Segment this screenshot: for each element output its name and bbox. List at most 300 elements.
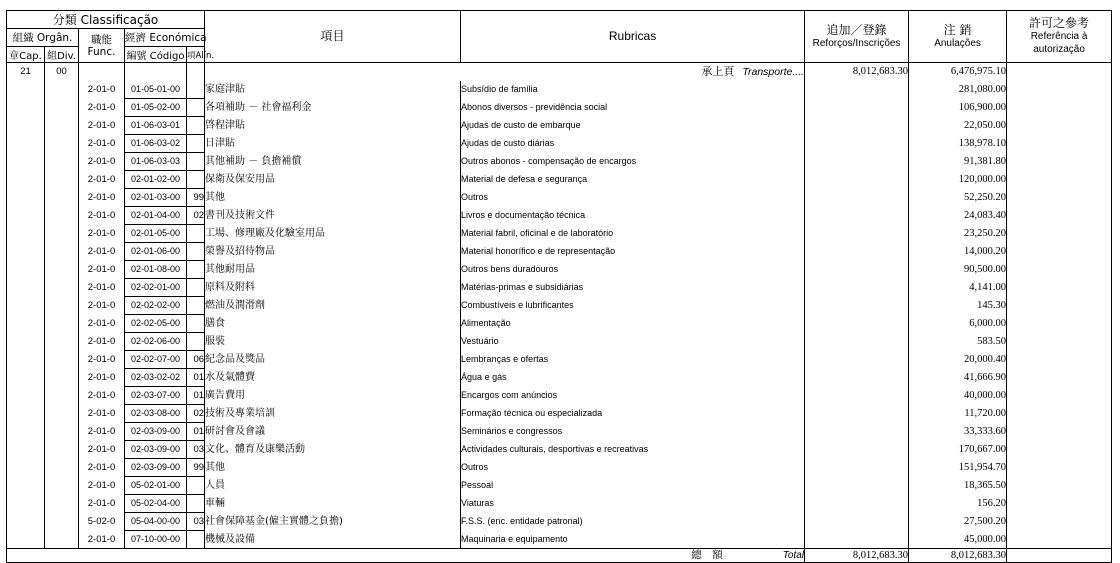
reforcos-cell [805, 225, 909, 243]
reforcos-pt: Reforços/Inscrições [812, 37, 901, 49]
reforcos-cell [805, 531, 909, 549]
referencia-cell [1007, 243, 1112, 261]
table-row [7, 351, 1112, 369]
item-cell: 其他 [205, 189, 461, 207]
reforcos-cell [805, 315, 909, 333]
anulacoes-cell: 40,000.00 [909, 387, 1007, 405]
table-row [7, 135, 1112, 153]
code-cell: 05-02-04-00 [125, 495, 187, 513]
alinea-cell [187, 243, 205, 261]
reforcos-cell [805, 243, 909, 261]
table-row [7, 81, 1112, 99]
cap-cell [7, 315, 45, 333]
div-cell: 00 [45, 63, 79, 82]
referencia-cell [1007, 333, 1112, 351]
cap-cell [7, 225, 45, 243]
table-row [7, 531, 1112, 549]
table-row [7, 297, 1112, 315]
anulacoes-cell: 170,667.00 [909, 441, 1007, 459]
rubrica-cell: Pessoal [461, 477, 805, 495]
funcional-header [79, 29, 125, 63]
referencia-cell [1007, 135, 1112, 153]
code-cell: 02-01-03-00 [125, 189, 187, 207]
reforcos-cell [805, 207, 909, 225]
referencia-cell [1007, 297, 1112, 315]
table-body [7, 63, 1112, 549]
func-cell: 2-01-0 [79, 117, 125, 135]
anulacoes-pt: Anulações [934, 37, 981, 49]
alinea-cell [187, 153, 205, 171]
code-cell: 02-03-08-00 [125, 405, 187, 423]
item-cell: 家庭津貼 [205, 81, 461, 99]
div-cell [45, 513, 79, 531]
div-cell [45, 99, 79, 117]
item-cell: 社會保障基金(僱主實體之負擔) [205, 513, 461, 531]
reforcos-cell [805, 279, 909, 297]
referencia-cell [1007, 117, 1112, 135]
func-cell: 2-01-0 [79, 261, 125, 279]
div-cell [45, 405, 79, 423]
anulacoes-cell: 18,365.50 [909, 477, 1007, 495]
code-cell: 02-03-09-00 [125, 423, 187, 441]
anulacoes-cell: 151,954.70 [909, 459, 1007, 477]
anulacoes-cell: 281,080.00 [909, 81, 1007, 99]
code-cell: 02-02-01-00 [125, 279, 187, 297]
alinea-cell: 02 [187, 405, 205, 423]
code-cell: 02-01-02-00 [125, 171, 187, 189]
item-cell: 書刊及技術文件 [205, 207, 461, 225]
referencia-zh: 許可之參考 [1029, 16, 1090, 30]
reforcos-cell [805, 261, 909, 279]
func-cell: 2-01-0 [79, 207, 125, 225]
div-cell [45, 423, 79, 441]
referencia-cell [1007, 459, 1112, 477]
item-cell: 各項補助 － 社會福利金 [205, 99, 461, 117]
div-cell [45, 135, 79, 153]
item-cell: 工場、修理廠及化驗室用品 [205, 225, 461, 243]
table-row [7, 513, 1112, 531]
organica-header: 組織 Orgân. [7, 29, 79, 47]
div-cell [45, 189, 79, 207]
func-cell: 2-01-0 [79, 405, 125, 423]
item-cell: 研討會及會議 [205, 423, 461, 441]
code-cell: 05-02-01-00 [125, 477, 187, 495]
func-cell: 2-01-0 [79, 225, 125, 243]
alinea-cell: 01 [187, 369, 205, 387]
total-ref [1007, 549, 1112, 563]
anulacoes-cell: 11,720.00 [909, 405, 1007, 423]
rubrica-cell: Material de defesa e segurança [461, 171, 805, 189]
div-cell [45, 225, 79, 243]
alinea-cell [187, 261, 205, 279]
div-cell [45, 459, 79, 477]
rubrica-cell: Subsídio de família [461, 81, 805, 99]
cap-cell [7, 513, 45, 531]
item-cell: 日津貼 [205, 135, 461, 153]
item-cell: 啓程津貼 [205, 117, 461, 135]
div-cell [45, 369, 79, 387]
anulacoes-cell: 22,050.00 [909, 117, 1007, 135]
alinea-cell: 02 [187, 207, 205, 225]
code-cell: 02-01-04-00 [125, 207, 187, 225]
div-cell [45, 333, 79, 351]
economica-header: 經濟 Económica [125, 29, 205, 47]
item-cell: 廣告費用 [205, 387, 461, 405]
table-row [7, 405, 1112, 423]
func-cell: 2-01-0 [79, 531, 125, 549]
code-cell: 01-05-01-00 [125, 81, 187, 99]
div-cell [45, 315, 79, 333]
cap-cell [7, 423, 45, 441]
funcional-zh: 職能 [91, 33, 112, 46]
code-cell: 02-01-05-00 [125, 225, 187, 243]
referencia-cell [1007, 405, 1112, 423]
alinea-cell [187, 99, 205, 117]
func-cell: 2-01-0 [79, 297, 125, 315]
alinea-cell: 01 [187, 387, 205, 405]
item-cell: 水及氣體費 [205, 369, 461, 387]
reforcos-cell [805, 171, 909, 189]
alinea-cell [187, 297, 205, 315]
reforcos-cell [805, 405, 909, 423]
table-row [7, 279, 1112, 297]
table-row [7, 171, 1112, 189]
anulacoes-header [909, 11, 1007, 63]
anulacoes-cell: 24,083.40 [909, 207, 1007, 225]
cap-cell [7, 387, 45, 405]
reforcos-cell [805, 81, 909, 99]
alinea-cell [187, 315, 205, 333]
referencia-cell [1007, 513, 1112, 531]
transport-row [7, 63, 1112, 82]
cap-cell [7, 279, 45, 297]
func-cell: 2-01-0 [79, 171, 125, 189]
empty-cell [79, 63, 125, 82]
table-row [7, 99, 1112, 117]
reforcos-cell [805, 477, 909, 495]
anulacoes-cell: 6,476,975.10 [909, 63, 1007, 82]
cap-cell [7, 135, 45, 153]
rubrica-cell: F.S.S. (enc. entidade patronal) [461, 513, 805, 531]
reforcos-cell [805, 99, 909, 117]
code-cell: 02-02-06-00 [125, 333, 187, 351]
anulacoes-cell: 138,978.10 [909, 135, 1007, 153]
rubrica-cell: Combustíveis e lubrificantes [461, 297, 805, 315]
div-cell [45, 243, 79, 261]
referencia-cell [1007, 351, 1112, 369]
rubrica-cell: Seminários e congressos [461, 423, 805, 441]
reforcos-cell [805, 495, 909, 513]
referencia-cell [1007, 261, 1112, 279]
func-cell: 2-01-0 [79, 243, 125, 261]
referencia-cell [1007, 531, 1112, 549]
cap-cell [7, 81, 45, 99]
referencia-cell [1007, 369, 1112, 387]
anulacoes-cell: 120,000.00 [909, 171, 1007, 189]
table-row [7, 189, 1112, 207]
item-cell: 保衛及保安用品 [205, 171, 461, 189]
table-row [7, 225, 1112, 243]
rubrica-cell: Alimentação [461, 315, 805, 333]
cap-cell [7, 369, 45, 387]
rubrica-cell: Livros e documentação técnica [461, 207, 805, 225]
reforcos-cell [805, 441, 909, 459]
cap-cell [7, 477, 45, 495]
alinea-cell: 01 [187, 423, 205, 441]
table-row [7, 495, 1112, 513]
func-cell: 2-01-0 [79, 315, 125, 333]
table-row [7, 423, 1112, 441]
alinea-cell: 03 [187, 441, 205, 459]
rubrica-cell: Actividades culturais, desportivas e recreativas [461, 441, 805, 459]
anulacoes-cell: 6,000.00 [909, 315, 1007, 333]
table-header [7, 11, 1112, 63]
rubrica-cell: Material honorífico e de representação [461, 243, 805, 261]
rubrica-cell: Matérias-primas e subsidiárias [461, 279, 805, 297]
cap-cell [7, 153, 45, 171]
cap-cell [7, 189, 45, 207]
code-cell: 02-02-07-00 [125, 351, 187, 369]
anulacoes-cell: 45,000.00 [909, 531, 1007, 549]
rubricas-header: Rubricas [461, 11, 805, 63]
cap-cell [7, 297, 45, 315]
referencia-cell [1007, 99, 1112, 117]
rubrica-cell: Outros [461, 459, 805, 477]
div-cell [45, 531, 79, 549]
item-cell: 其他耐用品 [205, 261, 461, 279]
empty-cell [1007, 63, 1112, 82]
reforcos-zh: 追加／登錄 [826, 22, 887, 37]
item-cell: 服裝 [205, 333, 461, 351]
item-cell: 人員 [205, 477, 461, 495]
code-cell: 02-03-09-00 [125, 441, 187, 459]
referencia-cell [1007, 81, 1112, 99]
code-cell: 02-03-09-00 [125, 459, 187, 477]
item-cell: 紀念品及獎品 [205, 351, 461, 369]
func-cell: 2-01-0 [79, 423, 125, 441]
codigo-header: 編號 Código [125, 47, 187, 63]
alinea-cell [187, 81, 205, 99]
table-row [7, 261, 1112, 279]
item-cell: 原料及附料 [205, 279, 461, 297]
alinea-cell [187, 225, 205, 243]
reforcos-cell [805, 117, 909, 135]
anulacoes-cell: 33,333.60 [909, 423, 1007, 441]
cap-cell: 21 [7, 63, 45, 82]
cap-cell [7, 261, 45, 279]
cap-cell [7, 99, 45, 117]
reforcos-cell [805, 333, 909, 351]
rubrica-cell: Abonos diversos - previdência social [461, 99, 805, 117]
div-cell [45, 261, 79, 279]
rubrica-cell: Outros bens duradouros [461, 261, 805, 279]
total-zh: 總 額 [691, 549, 723, 561]
div-cell [45, 495, 79, 513]
rubrica-cell: Viaturas [461, 495, 805, 513]
total-row [7, 549, 1112, 563]
referencia-cell [1007, 279, 1112, 297]
div-cell [45, 351, 79, 369]
anulacoes-zh: 注 銷 [943, 22, 972, 37]
anulacoes-cell: 106,900.00 [909, 99, 1007, 117]
table-row [7, 315, 1112, 333]
rubrica-cell: Maquinaria e equipamento [461, 531, 805, 549]
code-cell: 07-10-00-00 [125, 531, 187, 549]
rubrica-cell: Vestuário [461, 333, 805, 351]
div-cell [45, 441, 79, 459]
reforcos-cell [805, 369, 909, 387]
cap-cell [7, 495, 45, 513]
code-cell: 01-06-03-03 [125, 153, 187, 171]
anulacoes-cell: 156.20 [909, 495, 1007, 513]
item-cell: 機械及設備 [205, 531, 461, 549]
transport-pt: Transporte.... [742, 66, 805, 78]
classificacao-header: 分類 Classificação [7, 11, 205, 29]
code-cell: 02-03-07-00 [125, 387, 187, 405]
rubrica-cell: Outros abonos - compensação de encargos [461, 153, 805, 171]
div-cell [45, 207, 79, 225]
reforcos-cell [805, 423, 909, 441]
code-cell: 05-04-00-00 [125, 513, 187, 531]
cap-cell [7, 243, 45, 261]
cap-cell [7, 441, 45, 459]
alinea-cell [187, 117, 205, 135]
reforcos-cell [805, 513, 909, 531]
cap-cell [7, 459, 45, 477]
cap-cell [7, 117, 45, 135]
div-cell [45, 81, 79, 99]
alinea-cell [187, 333, 205, 351]
total-label [7, 549, 805, 563]
table-row [7, 207, 1112, 225]
referencia-cell [1007, 225, 1112, 243]
code-cell: 02-02-02-00 [125, 297, 187, 315]
alinea-cell [187, 135, 205, 153]
div-cell [45, 297, 79, 315]
code-cell: 01-06-03-01 [125, 117, 187, 135]
reforcos-cell [805, 189, 909, 207]
cap-cell [7, 171, 45, 189]
code-cell: 02-02-05-00 [125, 315, 187, 333]
table-row [7, 441, 1112, 459]
code-cell: 01-06-03-02 [125, 135, 187, 153]
referencia-cell [1007, 387, 1112, 405]
transport-label [205, 63, 805, 82]
table-row [7, 333, 1112, 351]
alinea-cell [187, 531, 205, 549]
item-cell: 榮譽及招待物品 [205, 243, 461, 261]
div-cell [45, 117, 79, 135]
func-cell: 2-01-0 [79, 495, 125, 513]
reforcos-cell [805, 387, 909, 405]
table-footer [7, 549, 1112, 563]
reforcos-cell [805, 135, 909, 153]
reforcos-cell [805, 459, 909, 477]
alinea-cell: 03 [187, 513, 205, 531]
rubrica-cell: Encargos com anúncios [461, 387, 805, 405]
func-cell: 5-02-0 [79, 513, 125, 531]
reforcos-cell [805, 153, 909, 171]
anulacoes-cell: 27,500.20 [909, 513, 1007, 531]
func-cell: 2-01-0 [79, 333, 125, 351]
func-cell: 2-01-0 [79, 459, 125, 477]
rubrica-cell: Ajudas de custo de embarque [461, 117, 805, 135]
func-cell: 2-01-0 [79, 351, 125, 369]
referencia-header [1007, 11, 1112, 63]
div-cell [45, 387, 79, 405]
cap-cell [7, 207, 45, 225]
div-header: 組Div. [45, 47, 79, 63]
referencia-cell [1007, 477, 1112, 495]
referencia-cell [1007, 207, 1112, 225]
reforcos-cell [805, 297, 909, 315]
anulacoes-cell: 20,000.40 [909, 351, 1007, 369]
anulacoes-cell: 52,250.20 [909, 189, 1007, 207]
budget-table [6, 10, 1112, 563]
func-cell: 2-01-0 [79, 81, 125, 99]
alinea-cell: 99 [187, 189, 205, 207]
func-cell: 2-01-0 [79, 387, 125, 405]
reforcos-cell [805, 351, 909, 369]
referencia-cell [1007, 171, 1112, 189]
item-cell: 燃油及潤滑劑 [205, 297, 461, 315]
item-cell: 其他 [205, 459, 461, 477]
cap-cell [7, 333, 45, 351]
alinea-cell [187, 171, 205, 189]
reforcos-cell: 8,012,683.30 [805, 63, 909, 82]
code-cell: 01-05-02-00 [125, 99, 187, 117]
anulacoes-cell: 90,500.00 [909, 261, 1007, 279]
anulacoes-cell: 91,381.80 [909, 153, 1007, 171]
div-cell [45, 279, 79, 297]
empty-cell [187, 63, 205, 82]
referencia-pt-1: Referência à [1030, 31, 1088, 42]
code-cell: 02-01-06-00 [125, 243, 187, 261]
item-cell: 膳食 [205, 315, 461, 333]
anulacoes-cell: 145.30 [909, 297, 1007, 315]
referencia-cell [1007, 423, 1112, 441]
funcional-pt: Func. [87, 45, 116, 58]
anulacoes-cell: 23,250.20 [909, 225, 1007, 243]
item-cell: 車輛 [205, 495, 461, 513]
transport-zh: 承上頁 [701, 65, 735, 78]
func-cell: 2-01-0 [79, 279, 125, 297]
item-cell: 文化、體育及康樂活動 [205, 441, 461, 459]
anulacoes-cell: 4,141.00 [909, 279, 1007, 297]
referencia-cell [1007, 189, 1112, 207]
anulacoes-cell: 14,000.20 [909, 243, 1007, 261]
table-row [7, 459, 1112, 477]
table-row [7, 387, 1112, 405]
reforcos-header [805, 11, 909, 63]
func-cell: 2-01-0 [79, 135, 125, 153]
referencia-cell [1007, 441, 1112, 459]
table-row [7, 243, 1112, 261]
total-anulacoes: 8,012,683.30 [909, 549, 1007, 563]
referencia-pt-2: autorização [1033, 44, 1085, 55]
alinea-cell [187, 279, 205, 297]
item-cell: 其他補助 － 負擔補償 [205, 153, 461, 171]
div-cell [45, 153, 79, 171]
rubrica-cell: Material fabril, oficinal e de laboratório [461, 225, 805, 243]
rubrica-cell: Ajudas de custo diárias [461, 135, 805, 153]
table-row [7, 477, 1112, 495]
anulacoes-cell: 583.50 [909, 333, 1007, 351]
div-cell [45, 171, 79, 189]
func-cell: 2-01-0 [79, 189, 125, 207]
div-cell [45, 477, 79, 495]
item-cell: 技術及專業培訓 [205, 405, 461, 423]
